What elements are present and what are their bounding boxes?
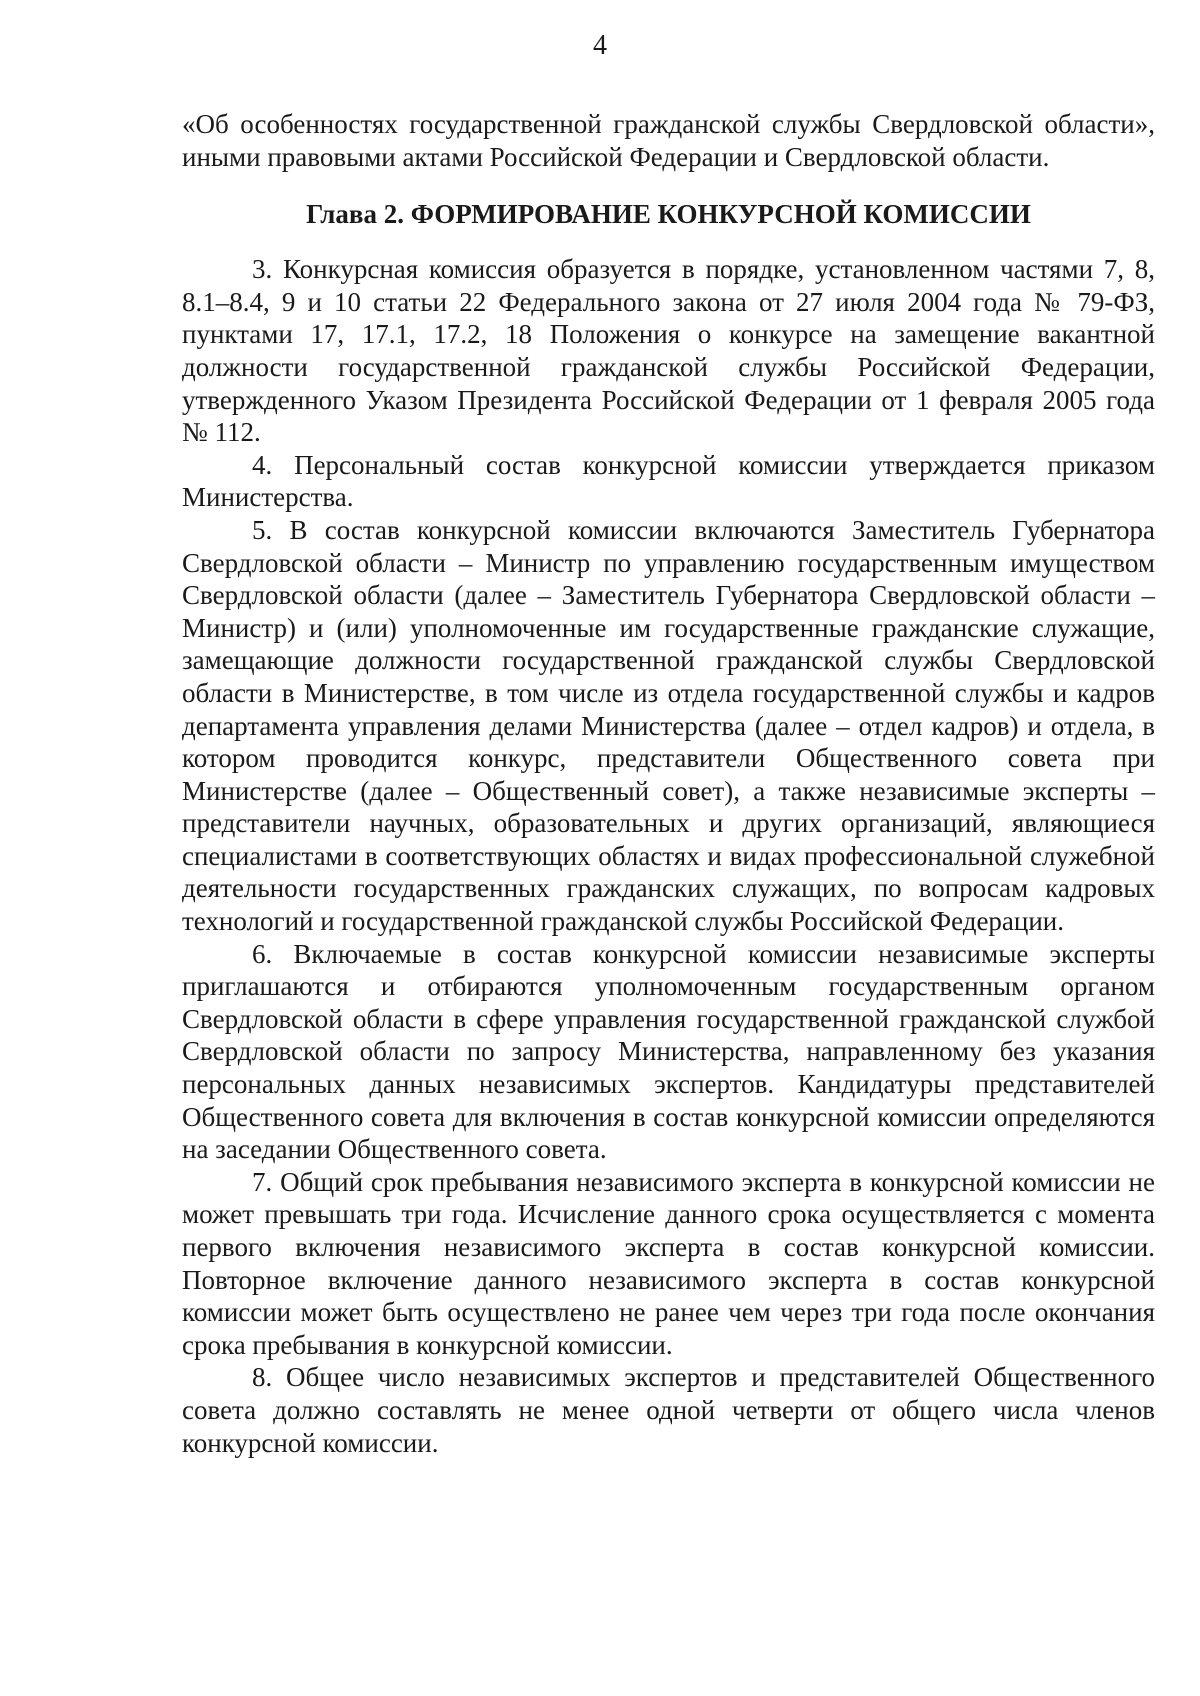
paragraph-3: 3. Конкурсная комиссия образуется в порядке, установленном частями 7, 8, 8.1–8.4, 9 и 10 статьи 22 Федерального закона от 27 июля 2004 года № 79-ФЗ, пунктами 17, 17.1, 17.2, 18 Положения о конкурсе на замещение вакантной должности государственной гражданской службы Российской Федерации, утвержденного Указом Президента Российской Федерации от 1 февраля 2005 года № 112. (182, 254, 1155, 448)
paragraph-8: 8. Общее число независимых экспертов и представителей Общественного совета должно составлять не менее одной четверти от общего числа членов конкурсной комиссии. (182, 1362, 1155, 1458)
document-body (182, 108, 1155, 1459)
paragraph-6: 6. Включаемые в состав конкурсной комиссии независимые эксперты приглашаются и отбираются уполномоченным государственным органом Свердловской области в сфере управления государственной гражданской службой Свердловской области по запросу Министерства, направленному без указания персональных данных независимых экспертов. Кандидатуры представителей Общественного совета для включения в состав конкурсной комиссии определяются на заседании Общественного совета. (182, 938, 1155, 1165)
chapter-heading: Глава 2. ФОРМИРОВАНИЕ КОНКУРСНОЙ КОМИССИИ (306, 199, 1031, 230)
intro-paragraph: «Об особенностях государственной гражданской службы Свердловской области», иными правовыми актами Российской Федерации и Свердловской области. (182, 109, 1155, 172)
page-number: 4 (593, 30, 607, 61)
paragraph-4: 4. Персональный состав конкурсной комиссии утверждается приказом Министерства. (182, 449, 1155, 513)
paragraph-7: 7. Общий срок пребывания независимого эксперта в конкурсной комиссии не может превышать три года. Исчисление данного срока осуществляется с момента первого включения независимого эксперта в состав конкурсной комиссии. Повторное включение данного независимого эксперта в состав конкурсной комиссии может быть осуществлено не ранее чем через три года после окончания срока пребывания в конкурсной комиссии. (182, 1166, 1155, 1360)
paragraph-5: 5. В состав конкурсной комиссии включаются Заместитель Губернатора Свердловской области – Министр по управлению государственным имуществом Свердловской области (далее – Заместитель Губернатора Свердловской области – Министр) и (или) уполномоченные им государственные гражданские служащие, замещающие должности государственной гражданской службы Свердловской области в Министерстве, в том числе из отдела государственной службы и кадров департамента управления делами Министерства (далее – отдел кадров) и отдела, в котором проводится конкурс, представители Общественного совета при Министерстве (далее – Общественный совет), а также независимые эксперты – представители научных, образовательных и других организаций, являющиеся специалистами в соответствующих областях и видах профессиональной служебной деятельности государственных гражданских служащих, по вопросам кадровых технологий и государственной гражданской службы Российской Федерации. (182, 514, 1155, 937)
